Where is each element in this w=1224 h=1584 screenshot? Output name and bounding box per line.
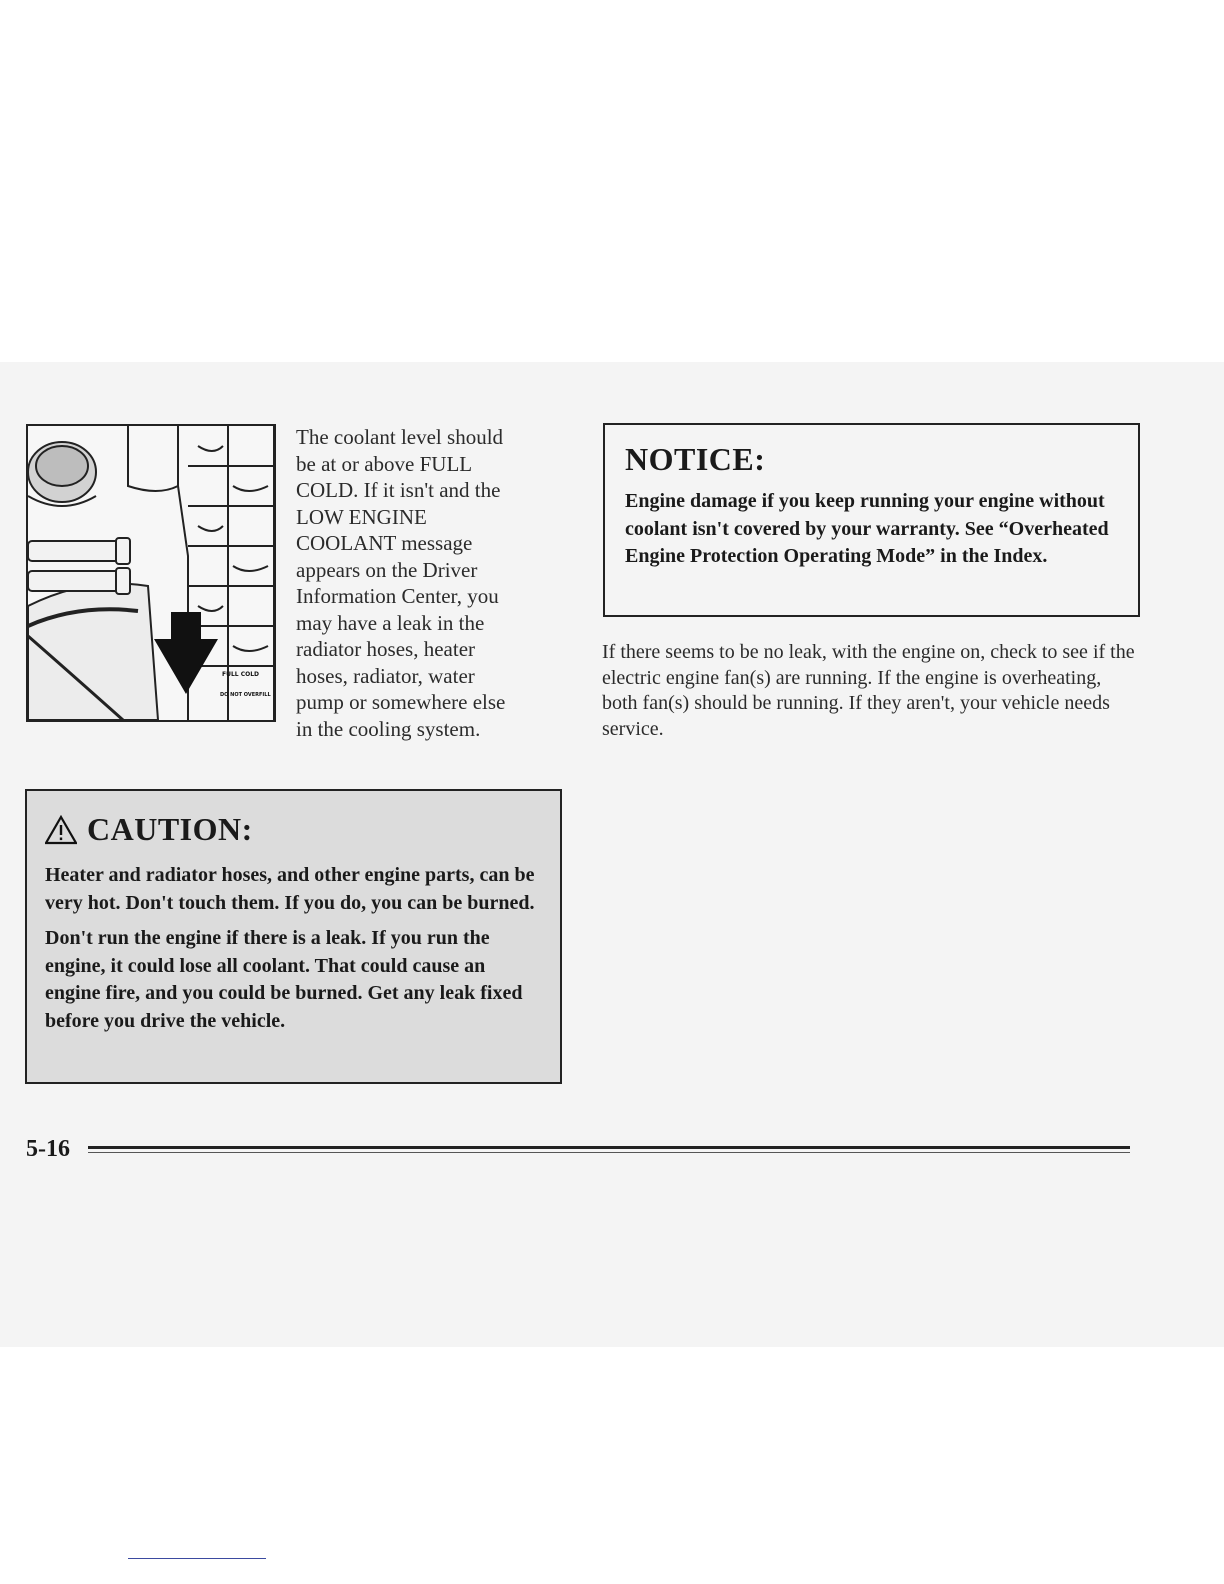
full-cold-label: FULL COLD [222,671,260,678]
caution-box [25,789,562,1084]
coolant-reservoir-illustration [26,424,276,722]
warning-triangle-icon [45,815,77,845]
coolant-level-paragraph: The coolant level should be at or above FULL COLD. If it isn't and the LOW ENGINE COOLANT message appears on the Driver Information Center, you may have a leak in the radiator hoses, heater hoses, radiator, water pump or somewhere else in the cooling system. [296,425,506,741]
notice-box [603,423,1140,617]
do-not-overfill-label: DO NOT OVERFILL [220,692,271,698]
caution-paragraph-1: Heater and radiator hoses, and other engine parts, can be very hot. Don't touch them. If you do, you can be burned. [45,864,535,914]
caution-paragraph-2: Don't run the engine if there is a leak. If you run the engine, it could lose all coolant. That could cause an engine fire, and you could be burned. Get any leak fixed before you drive the vehicle. [45,927,523,1032]
notice-title: NOTICE: [625,441,766,477]
footer-rule-thin [88,1152,1130,1153]
leak-check-paragraph: If there seems to be no leak, with the engine on, check to see if the electric engine fan(s) are running. If the engine is overheating, both fan(s) should be running. If they aren't, your vehicle needs service. [602,641,1135,740]
footer-rule [88,1146,1130,1149]
caution-title: CAUTION: [87,811,253,847]
page-number: 5-16 [26,1136,70,1162]
link-underline [128,1558,266,1559]
caution-heading [45,811,542,848]
notice-body: Engine damage if you keep running your engine without coolant isn't covered by your warranty. See “Overheated Engine Protection Operating Mode” in the Index. [625,490,1109,567]
